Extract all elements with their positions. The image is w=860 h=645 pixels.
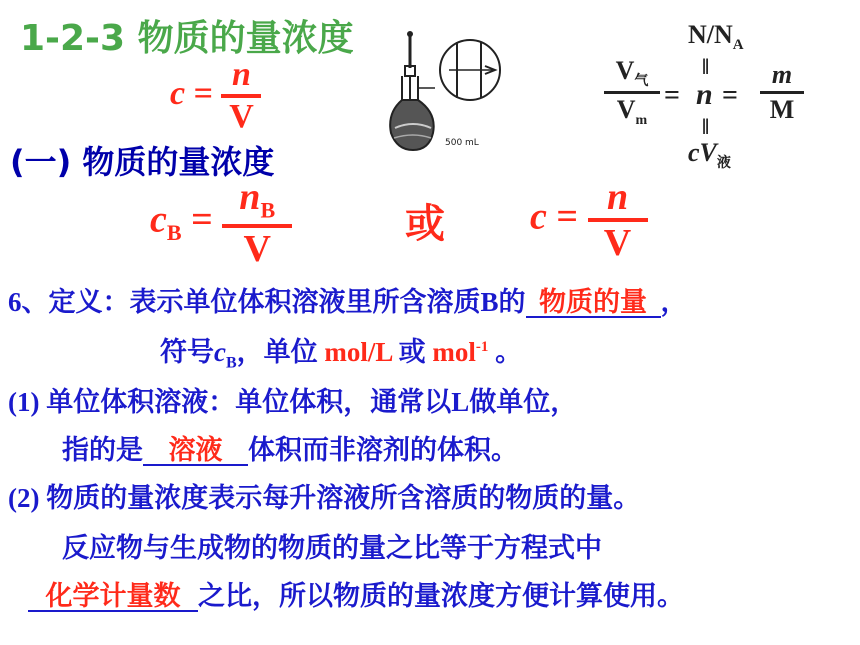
symbol-c-sub: B [225,354,237,372]
point1-suffix: 体积而非溶剂的体积。 [248,435,518,465]
formula-cb-lhs-sub: B [166,220,182,246]
conversion-left-fraction [604,56,660,129]
formula-cb-eq: = [191,198,213,241]
unit-mol-sup: -1 [475,339,489,355]
point1-line2 [62,428,518,467]
point2-line3 [28,574,684,613]
formula-cb-den: V [243,227,271,270]
formula-top-den: V [229,98,254,135]
slide-title: 1-2-3 物质的量浓度 [20,18,354,59]
point1-blank: 溶液 [143,436,248,466]
unit-mol-per-l: mol/L [324,337,392,367]
conversion-diagram: $N/N_A$ ‖ $V_气$ $V_m$ = n = m M ‖ $cV_液$ [600,18,840,168]
conversion-top [688,20,744,54]
conversion-left-den: V [616,95,636,125]
formula-c [530,178,648,262]
formula-cb-num-sub: B [260,197,276,223]
conversion-center: n [696,78,713,111]
conversion-top-text: N/N [688,20,733,49]
symbol-prefix: 符号 [160,337,214,367]
formula-top-num: n [232,56,251,93]
conversion-left-den-sub: m [635,113,648,129]
point1-prefix: 指的是 [62,435,143,465]
formula-cb-lhs: c [150,198,167,241]
definition-prefix: 6、定义：表示单位体积溶液里所含溶质B的 [8,287,526,317]
conversion-right-den: M [769,95,795,124]
formula-c-eq: = [556,195,579,238]
formula-cb-num: n [239,176,261,218]
formula-top-fraction [221,58,261,134]
formula-top-eq: = [193,74,213,112]
conversion-left-num: V [615,56,635,85]
symbol-or: 或 [391,337,433,367]
unit-mol-inverse [432,337,488,367]
formula-cb [150,178,292,268]
conversion-right-fraction [760,60,804,125]
flask-volume-label: 500 mL [445,138,479,148]
definition-suffix: ， [660,287,688,317]
formula-top-lhs: c [170,74,186,112]
symbol-middle: ，单位 [236,337,325,367]
conversion-left-num-sub: 气 [634,74,649,90]
conversion-right-num: m [771,60,793,89]
symbol-end: 。 [488,337,523,367]
formula-c-num: n [606,176,629,218]
or-text: 或 [405,201,445,247]
definition-blank: 物质的量 [526,288,661,318]
symbol-line [160,330,522,372]
symbol-c: c [214,337,226,367]
definition-line [8,280,688,319]
point1-line1: (1) 单位体积溶液：单位体积，通常以L做单位， [8,387,578,417]
formula-c-lhs: c [530,195,547,238]
point2-suffix: 之比，所以物质的量浓度方便计算使用。 [198,581,684,611]
formula-c-fraction [588,178,648,262]
point2-line1: (2) 物质的量浓度表示每升溶液所含溶质的物质的量。 [8,483,641,513]
conversion-bottom [688,138,731,172]
section-heading: (一) 物质的量浓度 [10,143,275,181]
formula-cb-fraction [222,178,292,268]
volumetric-flask-figure [385,28,510,158]
point2-blank: 化学计量数 [28,582,198,612]
conversion-top-sub: A [732,37,744,54]
conversion-bottom-sub: 液 [716,156,731,172]
unit-mol-text: mol [432,337,476,367]
conversion-bottom-text: cV [688,138,717,167]
point2-line2: 反应物与生成物的物质的量之比等于方程式中 [62,533,602,563]
formula-top [170,58,261,134]
formula-c-den: V [603,222,632,264]
